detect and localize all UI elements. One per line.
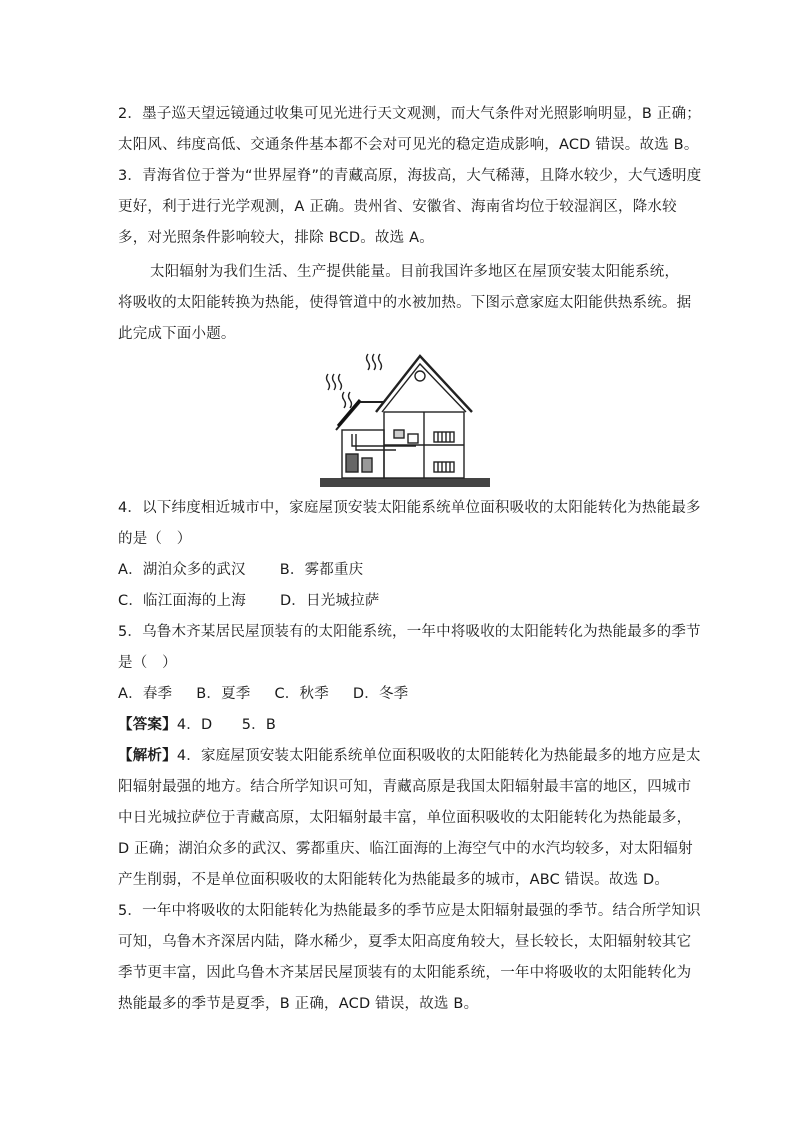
q4-stem-line-1: 4．以下纬度相近城市中，家庭屋顶安装太阳能系统单位面积吸收的太阳能转化为热能最多 [118, 500, 701, 516]
analysis-label: 【解析】 [118, 748, 177, 764]
analysis-line-2: 阳辐射最强的地方。结合所学知识可知，青藏高原是我国太阳辐射最丰富的地区，四城市 [118, 779, 692, 795]
q3-explanation-line-2: 更好，利于进行光学观测，A 正确。贵州省、安徽省、海南省均位于较湿润区，降水较 [118, 199, 677, 215]
analysis-q5-line-4: 热能最多的季节是夏季，B 正确，ACD 错误，故选 B。 [118, 996, 479, 1012]
q4-option-c: C．临江面海的上海 [118, 593, 246, 609]
q5-stem-line-2: 是（ ） [118, 655, 177, 671]
attic-vent [415, 371, 425, 381]
q5-stem-line-1: 5．乌鲁木齐某居民屋顶装有的太阳能系统，一年中将吸收的太阳能转化为热能最多的季节 [118, 624, 701, 640]
answer-line [118, 715, 688, 735]
analysis-line-3: 中日光城拉萨位于青藏高原，太阳辐射最丰富，单位面积吸收的太阳能转化为热能最多， [118, 810, 692, 826]
answer-text: 4．D 5．B [176, 717, 276, 733]
analysis-text-1: 4．家庭屋顶安装太阳能系统单位面积吸收的太阳能转化为热能最多的地方应是太 [176, 748, 701, 764]
q4-option-b: B．雾都重庆 [279, 562, 364, 578]
water-tank [346, 454, 358, 472]
radiator-lower [434, 462, 454, 472]
q5-options-row [118, 684, 688, 704]
q4-stem-line-2: 的是（ ） [118, 531, 192, 547]
sink [408, 434, 418, 443]
ground-strip [320, 478, 490, 487]
q5-option-a: A．春季 [118, 686, 173, 702]
analysis-q5-line-1: 5．一年中将吸收的太阳能转化为热能最多的季节应是太阳辐射最强的季节。结合所学知识 [118, 903, 701, 919]
q4-option-d: D．日光城拉萨 [279, 593, 380, 609]
washing-machine [394, 430, 404, 438]
q4-option-a: A．湖泊众多的武汉 [118, 562, 246, 578]
analysis-q5-line-3: 季节更丰富，因此乌鲁木齐某居民屋顶装有的太阳能系统，一年中将吸收的太阳能转化为 [118, 965, 692, 981]
q2-explanation-line-1: 2．墨子巡天望远镜通过收集可见光进行天文观测，而大气条件对光照影响明显，B 正确； [118, 106, 701, 122]
sun-ray [327, 374, 330, 390]
intro-paragraph-line-3: 此完成下面小题。 [118, 326, 236, 342]
analysis-line-4: D 正确；湖泊众多的武汉、雾都重庆、临江面海的上海空气中的水汽均较多，对太阳辐射 [118, 841, 693, 857]
analysis-q5-line-2: 可知，乌鲁木齐深居内陆，降水稀少，夏季太阳高度角较大，昼长较长，太阳辐射较其它 [118, 934, 692, 950]
q5-option-b: B．夏季 [196, 686, 251, 702]
answer-label: 【答案】 [118, 717, 177, 733]
q2-explanation-line-2: 太阳风、纬度高低、交通条件基本都不会对可见光的稳定造成影响，ACD 错误。故选 B。 [118, 137, 699, 153]
lean-to-roof [336, 402, 384, 430]
solar-house-figure [316, 350, 494, 488]
boiler [362, 458, 372, 472]
return-pipe [356, 434, 396, 450]
intro-paragraph-line-2: 将吸收的太阳能转换为热能，使得管道中的水被加热。下图示意家庭太阳能供热系统。据 [118, 295, 692, 311]
solar-panel [338, 400, 360, 426]
analysis-line-1 [118, 746, 701, 766]
q4-options-row-1 [118, 560, 688, 580]
analysis-line-5: 产生削弱，不是单位面积吸收的太阳能转化为热能最多的城市，ABC 错误。故选 D。 [118, 872, 670, 888]
radiator-upper [434, 432, 454, 442]
q5-option-d: D．冬季 [352, 686, 409, 702]
q3-explanation-line-3: 多，对光照条件影响较大，排除 BCD。故选 A。 [118, 230, 434, 246]
q4-options-row-2 [118, 591, 688, 611]
q3-explanation-line-1: 3．青海省位于誉为“世界屋脊”的青藏高原，海拔高，大气稀薄，且降水较少，大气透明度 [118, 168, 702, 184]
q5-option-c: C．秋季 [274, 686, 329, 702]
intro-paragraph-line-1: 太阳辐射为我们生活、生产提供能量。目前我国许多地区在屋顶安装太阳能系统， [150, 264, 680, 280]
